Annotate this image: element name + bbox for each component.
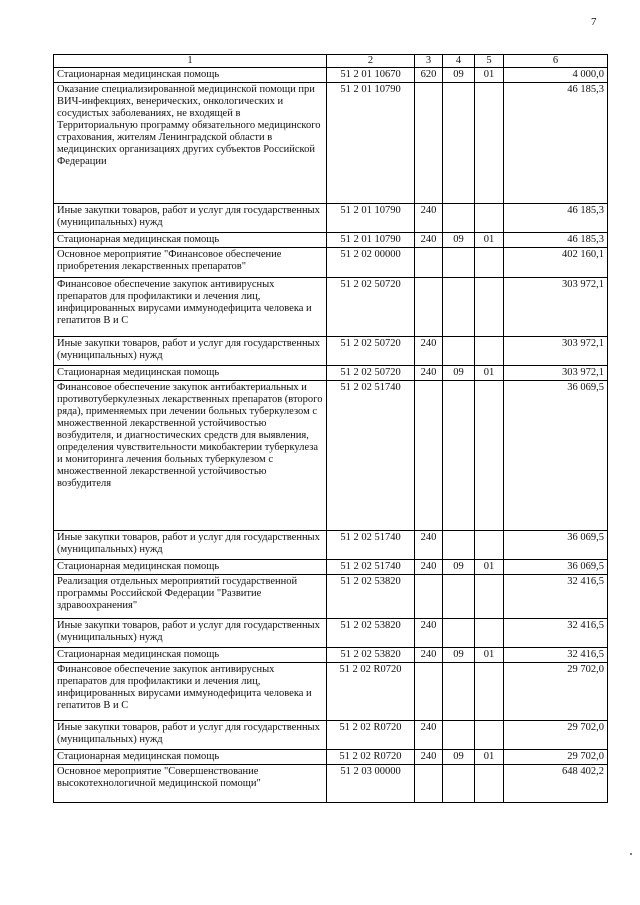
row-amount: 29 702,0 — [504, 750, 608, 765]
row-name: Иные закупки товаров, работ и услуг для государственных (муниципальных) нужд — [54, 204, 327, 233]
scan-speck — [630, 853, 632, 855]
table-row — [54, 531, 608, 560]
row-code: 51 2 01 10670 — [327, 68, 415, 83]
row-name: Иные закупки товаров, работ и услуг для государственных (муниципальных) нужд — [54, 531, 327, 560]
row-col3: 240 — [415, 648, 443, 663]
row-col5 — [475, 575, 504, 619]
row-amount: 648 402,2 — [504, 765, 608, 803]
header-row — [54, 55, 608, 68]
row-col5 — [475, 381, 504, 531]
row-amount: 46 185,3 — [504, 204, 608, 233]
row-col3 — [415, 663, 443, 721]
row-name: Финансовое обеспечение закупок антивирусных препаратов для профилактики и лечения лиц, инфицированных вирусами иммунодефицита человека и гепатитов В и С — [54, 663, 327, 721]
table-row — [54, 68, 608, 83]
table-row — [54, 765, 608, 803]
row-code: 51 2 02 50720 — [327, 337, 415, 366]
row-code: 51 2 02 53820 — [327, 648, 415, 663]
row-amount: 303 972,1 — [504, 278, 608, 337]
row-amount: 29 702,0 — [504, 721, 608, 750]
row-col3 — [415, 765, 443, 803]
row-amount: 4 000,0 — [504, 68, 608, 83]
row-name: Стационарная медицинская помощь — [54, 750, 327, 765]
row-col5: 01 — [475, 366, 504, 381]
row-code: 51 2 02 00000 — [327, 248, 415, 278]
row-col5 — [475, 765, 504, 803]
row-amount: 46 185,3 — [504, 83, 608, 204]
row-col4 — [443, 83, 475, 204]
table-row — [54, 560, 608, 575]
row-amount: 303 972,1 — [504, 337, 608, 366]
budget-table — [53, 54, 608, 803]
row-col4 — [443, 381, 475, 531]
row-amount: 402 160,1 — [504, 248, 608, 278]
row-col3: 240 — [415, 560, 443, 575]
row-col5: 01 — [475, 648, 504, 663]
row-col5 — [475, 278, 504, 337]
row-col4: 09 — [443, 366, 475, 381]
row-col3: 240 — [415, 721, 443, 750]
table-row — [54, 366, 608, 381]
row-code: 51 2 01 10790 — [327, 83, 415, 204]
table-row — [54, 233, 608, 248]
row-amount: 32 416,5 — [504, 648, 608, 663]
row-col4: 09 — [443, 233, 475, 248]
row-col3: 240 — [415, 233, 443, 248]
row-code: 51 2 01 10790 — [327, 204, 415, 233]
row-amount: 32 416,5 — [504, 619, 608, 648]
row-col3: 240 — [415, 531, 443, 560]
row-name: Финансовое обеспечение закупок антибактериальных и противотуберкулезных лекарственных препаратов (второго ряда), применяемых при лечении больных туберкулезом с множественной лекарственной устойчивостью возбудителя, и диагностических средств для выявления, определения чувствительности микобактерии туберкулеза и мониторинга лечения больных туберкулезом с множественной лекарственной устойчивостью возбудителя — [54, 381, 327, 531]
row-col3: 240 — [415, 619, 443, 648]
row-col4 — [443, 278, 475, 337]
row-name: Стационарная медицинская помощь — [54, 68, 327, 83]
row-name: Основное мероприятие "Финансовое обеспечение приобретения лекарственных препаратов" — [54, 248, 327, 278]
row-col4 — [443, 575, 475, 619]
row-col4 — [443, 531, 475, 560]
row-col4 — [443, 337, 475, 366]
table-row — [54, 204, 608, 233]
row-col3 — [415, 278, 443, 337]
row-col4 — [443, 204, 475, 233]
row-name: Финансовое обеспечение закупок антивирусных препаратов для профилактики и лечения лиц, инфицированных вирусами иммунодефицита человека и гепатитов В и С — [54, 278, 327, 337]
column-header: 2 — [327, 55, 415, 68]
column-header: 6 — [504, 55, 608, 68]
row-name: Реализация отдельных мероприятий государственной программы Российской Федерации "Развитие здравоохранения" — [54, 575, 327, 619]
row-col5: 01 — [475, 233, 504, 248]
row-name: Иные закупки товаров, работ и услуг для государственных (муниципальных) нужд — [54, 619, 327, 648]
row-amount: 29 702,0 — [504, 663, 608, 721]
table-row — [54, 337, 608, 366]
page-number: 7 — [591, 16, 597, 28]
row-code: 51 2 02 53820 — [327, 619, 415, 648]
row-name: Стационарная медицинская помощь — [54, 648, 327, 663]
row-amount: 36 069,5 — [504, 381, 608, 531]
row-col3: 240 — [415, 204, 443, 233]
row-col4: 09 — [443, 560, 475, 575]
row-col3: 240 — [415, 366, 443, 381]
row-col4: 09 — [443, 68, 475, 83]
row-col5 — [475, 337, 504, 366]
row-code: 51 2 02 50720 — [327, 278, 415, 337]
row-col4 — [443, 619, 475, 648]
row-amount: 46 185,3 — [504, 233, 608, 248]
table-row — [54, 83, 608, 204]
column-header: 5 — [475, 55, 504, 68]
row-col5: 01 — [475, 560, 504, 575]
row-code: 51 2 01 10790 — [327, 233, 415, 248]
row-col3 — [415, 83, 443, 204]
row-name: Оказание специализированной медицинской помощи при ВИЧ-инфекциях, венерических, онкологических и сосудистых заболеваниях, не входящей в Территориальную программу обязательного медицинского страхования, жителям Ленинградской области в медицинских организациях других субъектов Российской Федерации — [54, 83, 327, 204]
row-col5 — [475, 204, 504, 233]
row-col4 — [443, 663, 475, 721]
row-name: Стационарная медицинская помощь — [54, 233, 327, 248]
row-col5 — [475, 83, 504, 204]
row-code: 51 2 02 R0720 — [327, 750, 415, 765]
row-col3 — [415, 575, 443, 619]
row-col5 — [475, 619, 504, 648]
row-col5: 01 — [475, 750, 504, 765]
row-col4 — [443, 248, 475, 278]
row-col4: 09 — [443, 648, 475, 663]
row-code: 51 2 02 51740 — [327, 531, 415, 560]
table-row — [54, 381, 608, 531]
row-code: 51 2 02 53820 — [327, 575, 415, 619]
row-code: 51 2 03 00000 — [327, 765, 415, 803]
table-row — [54, 575, 608, 619]
table-row — [54, 619, 608, 648]
row-col3 — [415, 248, 443, 278]
row-name: Иные закупки товаров, работ и услуг для государственных (муниципальных) нужд — [54, 721, 327, 750]
row-name: Стационарная медицинская помощь — [54, 560, 327, 575]
row-col4 — [443, 765, 475, 803]
row-name: Основное мероприятие "Совершенствование высокотехнологичной медицинской помощи" — [54, 765, 327, 803]
row-code: 51 2 02 R0720 — [327, 721, 415, 750]
row-name: Стационарная медицинская помощь — [54, 366, 327, 381]
row-col3: 240 — [415, 750, 443, 765]
row-col5 — [475, 248, 504, 278]
column-header: 1 — [54, 55, 327, 68]
row-col3 — [415, 381, 443, 531]
row-code: 51 2 02 50720 — [327, 366, 415, 381]
table-row — [54, 278, 608, 337]
row-amount: 36 069,5 — [504, 531, 608, 560]
row-code: 51 2 02 51740 — [327, 560, 415, 575]
column-header: 3 — [415, 55, 443, 68]
table-row — [54, 248, 608, 278]
row-amount: 303 972,1 — [504, 366, 608, 381]
row-code: 51 2 02 R0720 — [327, 663, 415, 721]
row-col3: 240 — [415, 337, 443, 366]
column-header: 4 — [443, 55, 475, 68]
row-col5 — [475, 721, 504, 750]
table-row — [54, 721, 608, 750]
table-row — [54, 663, 608, 721]
table-row — [54, 750, 608, 765]
row-col3: 620 — [415, 68, 443, 83]
table-row — [54, 648, 608, 663]
row-col5: 01 — [475, 68, 504, 83]
row-col4 — [443, 721, 475, 750]
row-name: Иные закупки товаров, работ и услуг для государственных (муниципальных) нужд — [54, 337, 327, 366]
row-amount: 32 416,5 — [504, 575, 608, 619]
row-code: 51 2 02 51740 — [327, 381, 415, 531]
row-col5 — [475, 663, 504, 721]
row-col5 — [475, 531, 504, 560]
row-col4: 09 — [443, 750, 475, 765]
row-amount: 36 069,5 — [504, 560, 608, 575]
